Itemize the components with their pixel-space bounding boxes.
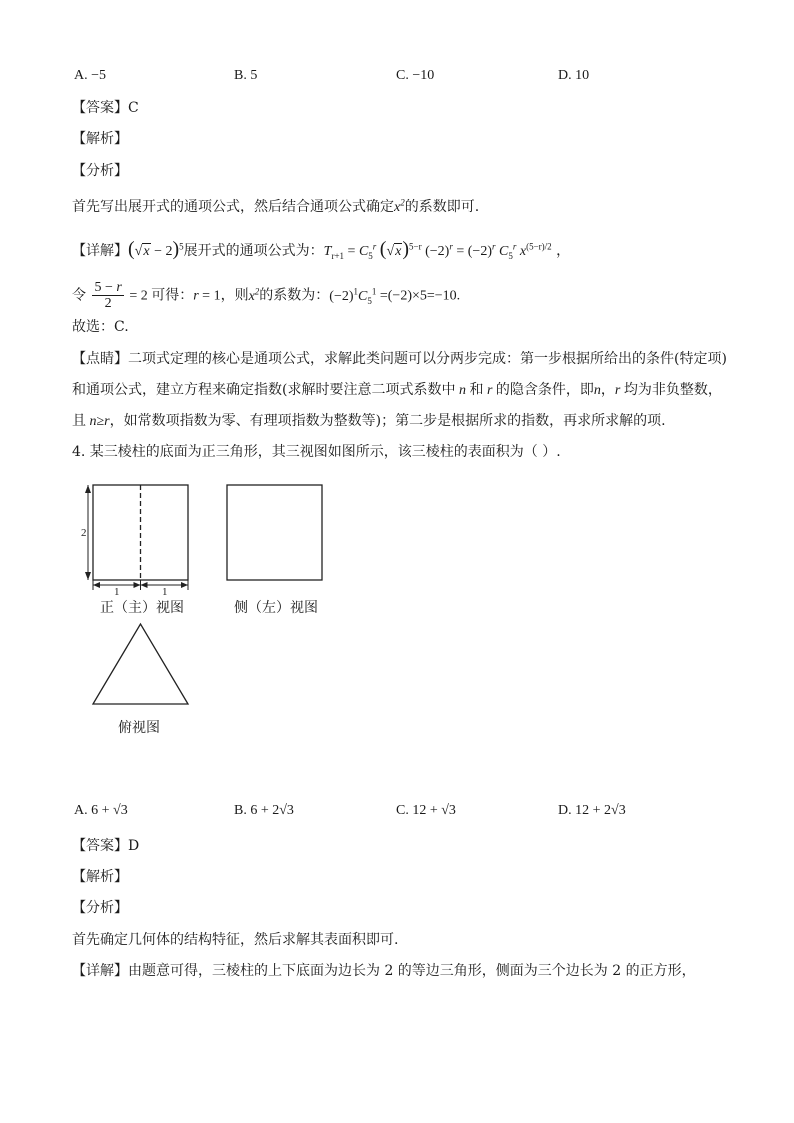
math-general-term: $T_{r+1} = C_5^r$ $(√x)^{5-r}$ $(-2)^r = (-2)^r$ $C_5^r$ $x^{(5-r)/2}$ bbox=[323, 238, 552, 261]
q3-jiexi-heading: 【解析】 bbox=[72, 131, 128, 147]
q3-dianjing-2e: 均为非负整数， bbox=[623, 382, 722, 398]
dim-height-label: 2 bbox=[81, 527, 87, 539]
dim-w2-label: 1 bbox=[162, 586, 168, 598]
q3-option-a: A. −5 bbox=[74, 68, 107, 83]
q3-ze: ，则 bbox=[220, 287, 249, 304]
q3-choose: 故选：C. bbox=[72, 319, 129, 335]
dim-arrow-top bbox=[85, 485, 91, 493]
math-x2-b: $x^2$ bbox=[248, 285, 260, 304]
q3-option-d: D. 10 bbox=[558, 68, 590, 83]
q3-ling: 令 bbox=[72, 287, 86, 304]
q3-detail-text: 展开式的通项公式为： bbox=[183, 243, 324, 259]
q4-detail: 【详解】由题意可得，三棱柱的上下底面为边长为 2 的等边三角形，侧面为三个边长为 2 的正方形， bbox=[72, 963, 696, 979]
q3-analysis-tail: 的系数即可. bbox=[404, 199, 480, 215]
math-binomial: $(√x - 2)^5$ bbox=[128, 238, 184, 260]
side-view-rect bbox=[227, 485, 322, 580]
q3-dianjing-2d: ， bbox=[600, 382, 615, 398]
math-x2: $x^2$ bbox=[394, 197, 405, 215]
q3-option-c: C. −10 bbox=[396, 68, 435, 83]
q4-analysis: 首先确定几何体的结构特征，然后求解其表面积即可. bbox=[72, 932, 399, 948]
q3-dianjing-3a: 且 bbox=[72, 413, 86, 429]
q4-option-d: D. 12 + 2√3 bbox=[558, 803, 626, 818]
q4-option-b: B. 6 + 2√3 bbox=[234, 803, 294, 818]
q4-jiexi-heading: 【解析】 bbox=[72, 869, 128, 885]
q3-analysis-text: 首先写出展开式的通项公式，然后结合通项公式确定 bbox=[72, 199, 394, 215]
q3-dianjing-3b: ，如常数项指数为零、有理项指数为整数等)；第二步是根据所求的指数，再求所求解的项. bbox=[109, 413, 666, 429]
front-view-label: 正（主）视图 bbox=[100, 600, 184, 616]
q4-answer: 【答案】D bbox=[72, 838, 140, 854]
dim-arrow-w2r bbox=[181, 582, 188, 588]
q3-kede: 可得： bbox=[151, 287, 194, 304]
q3-fenxi-heading: 【分析】 bbox=[72, 163, 128, 179]
dim-w1-label: 1 bbox=[114, 586, 120, 598]
q3-dianjing-2b: 和 bbox=[469, 382, 484, 398]
q4-question: 4. 某三棱柱的底面为正三角形，其三视图如图所示，该三棱柱的表面积为（ ）. bbox=[72, 444, 561, 460]
dim-arrow-w2l bbox=[141, 582, 148, 588]
q4-fenxi-heading: 【分析】 bbox=[72, 900, 128, 916]
q3-xishu: 的系数为： bbox=[259, 287, 330, 304]
q3-option-b: B. 5 bbox=[234, 68, 258, 83]
q4-option-a: A. 6 + √3 bbox=[74, 803, 128, 818]
q3-result: =(−2)×5=−10. bbox=[379, 288, 461, 304]
q3-ling-line: 令 $\frac{5 - r}{2}$ = 2 可得：r = 1，则$x^2$的系数为：$(-2)^1C_5^1 =(-2)\times 5=-10$. bbox=[72, 280, 461, 311]
side-view-label: 侧（左）视图 bbox=[234, 600, 318, 616]
q3-answer: 【答案】C bbox=[72, 100, 139, 116]
q3-dianjing-2c: 的隐含条件，即 bbox=[495, 382, 594, 398]
math-coef: $(-2)^1C_5^1$ bbox=[329, 285, 377, 306]
q3-dianjing-line3: 且 n≥r，如常数项指数为零、有理项指数为整数等)；第二步是根据所求的指数，再求所求解的项. bbox=[72, 413, 666, 429]
dim-arrow-bottom bbox=[85, 572, 91, 580]
top-view-triangle bbox=[93, 624, 188, 704]
q3-analysis bbox=[72, 198, 479, 217]
q4-option-c: C. 12 + √3 bbox=[396, 803, 456, 818]
dim-arrow-w1l bbox=[93, 582, 100, 588]
top-view-label: 俯视图 bbox=[118, 720, 160, 736]
dim-arrow-w1r bbox=[134, 582, 141, 588]
q3-dianjing-2a: 和通项公式，建立方程来确定指数(求解时要注意二项式系数中 bbox=[72, 382, 456, 398]
q3-detail-label: 【详解】 bbox=[72, 243, 128, 259]
math-fraction: $\frac{5 - r}{2}$ bbox=[94, 280, 122, 311]
q3-dianjing-line2: 和通项公式，建立方程来确定指数(求解时要注意二项式系数中 n 和 r 的隐含条件，即n，r 均为非负整数， bbox=[72, 382, 722, 398]
q3-detail-line: 【详解】$(√x - 2)^5$展开式的通项公式为：$T_{r+1} = C_5^r$ $(√x)^{5-r}$ $(-2)^r = (-2)^r$ $C_5^r$ $x^{(5-r)/2}$ ， bbox=[72, 238, 571, 261]
q3-dianjing-line1: 【点睛】二项式定理的核心是通项公式，求解此类问题可以分两步完成：第一步根据所给出的条件(特定项) bbox=[72, 351, 727, 367]
